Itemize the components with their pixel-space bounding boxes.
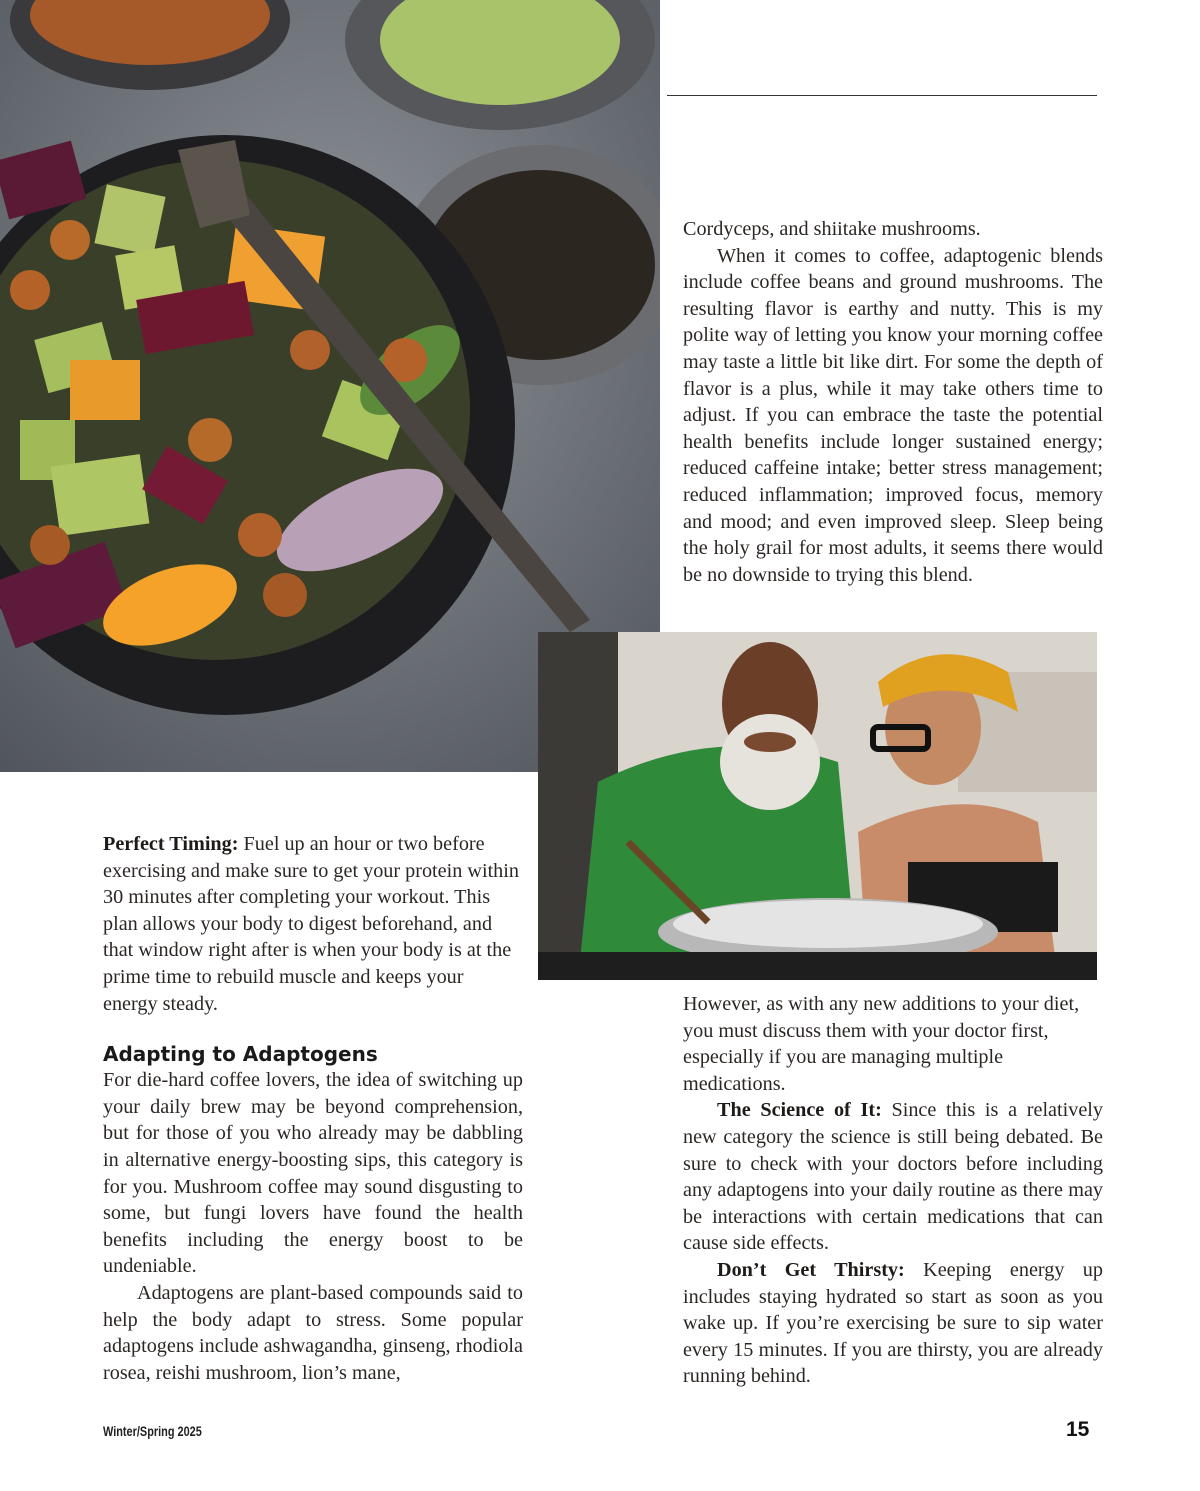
right-column-top <box>683 216 1103 588</box>
paragraph-adaptogens: Adaptogens are plant-based compounds said to help the body adapt to stress. Some popular adaptogens include ashwagandha, ginseng, rhodiola rosea, reishi mushroom, lion’s mane, <box>103 1281 523 1384</box>
thirsty-tip <box>683 1257 1103 1390</box>
tip-text: Fuel up an hour or two before exercising and make sure to get your protein within 30 minutes after completing your workout. This plan allows your body to digest beforehand, and that window right after is when your body is at the prime time to rebuild muscle and keeps your energy steady. <box>103 833 519 1015</box>
paragraph-coffee: When it comes to coffee, adaptogenic blends include coffee beans and ground mushrooms. The resulting flavor is earthy and nutty. This is my polite way of letting you know your morning coffee may taste a little bit like dirt. For some the depth of flavor is a plus, while it may take others time to adjust. If you can embrace the taste the potential health benefits include longer sustained energy; reduced caffeine intake; better stress management; reduced inflammation; improved focus, memory and mood; and even improved sleep. Sleep being the holy grail for most adults, it seems there would be no downside to trying this blend. <box>683 244 1103 586</box>
paragraph-doctor: However, as with any new additions to your diet, you must discuss them with your doctor first, especially if you are managing multiple medications. <box>683 993 1080 1095</box>
paragraph-coffee-lovers: For die-hard coffee lovers, the idea of switching up your daily brew may be beyond comprehension, but for those of you who already may be dabbling in alternative energy-boosting sips, this category is for you. Mushroom coffee may sound disgusting to some, but fungi lovers have found the health benefits including the energy boost to be undeniable. <box>103 1069 523 1278</box>
section-heading: Adapting to Adaptogens <box>103 1042 378 1067</box>
issue-date: Winter/Spring 2025 <box>103 1423 202 1439</box>
header-rule <box>667 95 1097 96</box>
right-column-bottom <box>683 991 1103 1390</box>
thirsty-text: Keeping energy up includes staying hydrated so start as soon as you wake up. If you’re exercising be sure to sip water every 15 minutes. If you are thirsty, you are already running behind. <box>683 1258 1103 1388</box>
perfect-timing-tip <box>103 831 523 1017</box>
tip-label: Perfect Timing: <box>103 833 239 855</box>
science-label: The Science of It: <box>717 1099 882 1122</box>
science-tip <box>683 1097 1103 1257</box>
paragraph: Cordyceps, and shiitake mushrooms. <box>683 218 981 240</box>
science-text: Since this is a relatively new category the science is still being debated. Be sure to check with your doctors before including any adaptogens into your daily routine as there may be interactions with certain medications that can cause side effects. <box>683 1099 1103 1255</box>
couple-cooking-photo <box>538 632 1097 980</box>
left-column <box>103 831 523 1386</box>
page-number: 15 <box>1066 1418 1090 1441</box>
thirsty-label: Don’t Get Thirsty: <box>717 1258 905 1281</box>
